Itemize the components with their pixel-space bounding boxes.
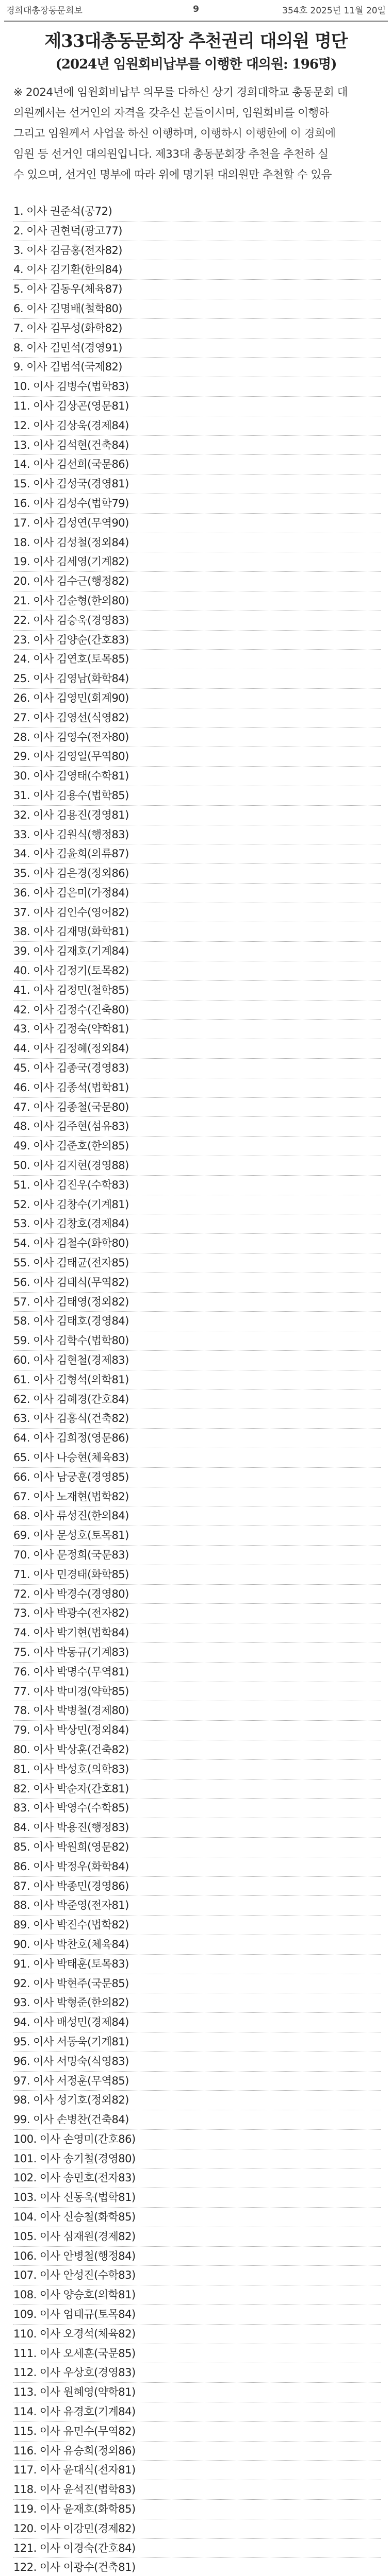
list-item: 108. 이사 양승호(의학81) [13, 2285, 381, 2305]
list-item: 100. 이사 손영미(간호86) [13, 2130, 381, 2149]
list-item: 93. 이사 박형준(한의82) [13, 1993, 381, 2013]
list-item: 104. 이사 신승철(화학85) [13, 2208, 381, 2227]
notes-block [13, 82, 381, 185]
list-item: 1. 이사 권준석(공72) [13, 202, 381, 222]
list-item: 74. 이사 박기현(법학84) [13, 1623, 381, 1643]
list-item: 111. 이사 오세훈(국문85) [13, 2344, 381, 2364]
list-item: 19. 이사 김세영(기계82) [13, 552, 381, 572]
list-item: 52. 이사 김창수(기계81) [13, 1195, 381, 1215]
note-line: 임원 등 선거인 대의원입니다. 제33대 총동문회장 추천을 추천하 실 [13, 148, 329, 161]
list-item: 42. 이사 김정수(건축80) [13, 1001, 381, 1020]
list-item: 54. 이사 김철수(화학80) [13, 1234, 381, 1253]
list-item: 58. 이사 김태호(경영84) [13, 1312, 381, 1331]
list-item: 94. 이사 배성민(경제84) [13, 2013, 381, 2032]
list-item: 26. 이사 김영민(회계90) [13, 689, 381, 708]
list-item: 21. 이사 김순형(한의80) [13, 591, 381, 611]
list-item: 59. 이사 김학수(법학80) [13, 1331, 381, 1351]
list-item: 32. 이사 김용진(경영81) [13, 806, 381, 825]
list-item: 49. 이사 김준호(한의85) [13, 1137, 381, 1156]
list-item: 64. 이사 김희정(영문86) [13, 1429, 381, 1448]
list-item: 8. 이사 김민석(경영91) [13, 338, 381, 358]
list-item: 14. 이사 김선희(국문86) [13, 455, 381, 474]
list-item: 88. 이사 박준영(전자81) [13, 1896, 381, 1916]
header-rule [4, 21, 388, 22]
list-item: 122. 이사 이광수(건축81) [13, 2558, 381, 2576]
list-item: 13. 이사 김석현(건축84) [13, 436, 381, 455]
list-item: 33. 이사 김원식(행정83) [13, 825, 381, 845]
list-item: 61. 이사 김형석(의학81) [13, 1370, 381, 1390]
list-item: 91. 이사 박태훈(토목83) [13, 1955, 381, 1974]
list-item: 28. 이사 김영수(전자80) [13, 728, 381, 748]
list-item: 82. 이사 박순자(간호81) [13, 1780, 381, 1799]
page-number: 9 [193, 4, 199, 14]
list-item: 99. 이사 손병찬(건축84) [13, 2110, 381, 2130]
list-item: 43. 이사 김정숙(약학81) [13, 1020, 381, 1039]
list-item: 116. 이사 유승희(정외86) [13, 2442, 381, 2461]
note-line: 수 있으며, 선거인 명부에 따라 위에 명기된 대의원만 추천할 수 있음 [13, 168, 332, 181]
list-item: 109. 이사 엄태규(토목84) [13, 2305, 381, 2325]
list-item: 17. 이사 김성연(무역90) [13, 514, 381, 533]
list-item: 65. 이사 나승현(체육83) [13, 1448, 381, 1468]
list-item: 79. 이사 박상민(정외84) [13, 1721, 381, 1740]
list-item: 102. 이사 송민호(전자83) [13, 2168, 381, 2188]
list-item: 92. 이사 박현주(국문85) [13, 1974, 381, 1994]
list-item: 80. 이사 박상훈(건축82) [13, 1740, 381, 1760]
list-item: 31. 이사 김용수(법학85) [13, 786, 381, 806]
list-item: 120. 이사 이강민(경제82) [13, 2519, 381, 2539]
list-item: 78. 이사 박병철(경제80) [13, 1701, 381, 1721]
list-item: 107. 이사 안성진(수학83) [13, 2266, 381, 2285]
page-header [0, 0, 392, 19]
list-item: 115. 이사 유민수(무역82) [13, 2422, 381, 2442]
list-item: 53. 이사 김창호(경제84) [13, 1214, 381, 1234]
list-item: 23. 이사 김양순(간호83) [13, 631, 381, 650]
delegate-list [13, 202, 381, 2576]
list-item: 90. 이사 박찬호(체육84) [13, 1935, 381, 1955]
list-item: 37. 이사 김인수(영어82) [13, 903, 381, 923]
list-item: 68. 이사 류성진(한의84) [13, 1506, 381, 1526]
list-item: 60. 이사 김현철(경제83) [13, 1351, 381, 1370]
list-item: 12. 이사 김상욱(경제84) [13, 416, 381, 436]
list-item: 6. 이사 김명배(철학80) [13, 299, 381, 319]
page-title: 제33대총동문회장 추천권리 대의원 명단 [44, 31, 348, 52]
list-item: 83. 이사 박영수(수학85) [13, 1799, 381, 1818]
list-item: 47. 이사 김종철(국문80) [13, 1098, 381, 1117]
list-item: 44. 이사 김정혜(정외84) [13, 1039, 381, 1059]
list-item: 71. 이사 민경태(화학85) [13, 1565, 381, 1585]
list-item: 73. 이사 박광수(전자82) [13, 1604, 381, 1623]
list-item: 114. 이사 유경호(기계84) [13, 2402, 381, 2422]
list-item: 56. 이사 김태식(무역82) [13, 1273, 381, 1293]
list-item: 7. 이사 김무성(화학82) [13, 319, 381, 338]
list-item: 95. 이사 서동욱(기계81) [13, 2032, 381, 2052]
list-item: 50. 이사 김지현(경영88) [13, 1156, 381, 1176]
list-item: 3. 이사 김금홍(전자82) [13, 241, 381, 261]
list-item: 69. 이사 문성호(토목81) [13, 1526, 381, 1546]
list-item: 70. 이사 문정희(국문83) [13, 1546, 381, 1565]
note-line: ※ 2024년에 임원회비납부 의무를 다하신 상기 경희대학교 총동문회 대 [13, 86, 348, 99]
list-item: 51. 이사 김진우(수학83) [13, 1176, 381, 1195]
list-item: 117. 이사 윤대식(전자81) [13, 2461, 381, 2480]
list-item: 119. 이사 윤재호(화학85) [13, 2500, 381, 2519]
list-item: 30. 이사 김영태(수학81) [13, 767, 381, 786]
list-item: 57. 이사 김태영(정외82) [13, 1293, 381, 1312]
list-item: 72. 이사 박경수(경영80) [13, 1585, 381, 1604]
list-item: 45. 이사 김종국(경영83) [13, 1059, 381, 1078]
list-item: 48. 이사 김주현(섬유83) [13, 1117, 381, 1137]
note-line: 의원께서는 선거인의 자격을 갖추신 분들이시며, 임원회비를 이행하 [13, 107, 329, 120]
list-item: 106. 이사 안병철(행정84) [13, 2247, 381, 2266]
list-item: 36. 이사 김은미(가정84) [13, 884, 381, 903]
note-line: 그리고 임원께서 사업을 하신 이행하며, 이행하시 이행한에 이 경희에 [13, 127, 336, 140]
list-item: 40. 이사 김정기(토목82) [13, 961, 381, 981]
list-item: 46. 이사 김종석(법학81) [13, 1078, 381, 1098]
list-item: 67. 이사 노재현(법학82) [13, 1487, 381, 1507]
list-item: 101. 이사 송기철(경영80) [13, 2149, 381, 2169]
list-item: 66. 이사 남궁훈(경영85) [13, 1468, 381, 1487]
list-item: 11. 이사 김상곤(영문81) [13, 397, 381, 416]
list-item: 20. 이사 김수근(행정82) [13, 572, 381, 591]
list-item: 97. 이사 서정훈(무역85) [13, 2072, 381, 2091]
publication-name: 경희대총장동문회보 [6, 5, 83, 16]
list-item: 16. 이사 김성수(법학79) [13, 494, 381, 514]
list-item: 105. 이사 심재원(경제82) [13, 2227, 381, 2247]
page-subtitle: (2024년 임원회비납부를 이행한 대의원: 196명) [55, 57, 337, 72]
list-item: 110. 이사 오경석(체육82) [13, 2325, 381, 2344]
list-item: 10. 이사 김병수(법학83) [13, 377, 381, 397]
list-item: 112. 이사 우상호(경영83) [13, 2363, 381, 2383]
list-item: 96. 이사 서명숙(식영83) [13, 2052, 381, 2072]
list-item: 22. 이사 김승욱(경영83) [13, 611, 381, 631]
list-item: 25. 이사 김영남(화학84) [13, 669, 381, 689]
list-item: 103. 이사 신동욱(법학81) [13, 2188, 381, 2208]
list-item: 55. 이사 김태균(전자85) [13, 1253, 381, 1273]
list-item: 35. 이사 김은경(정외86) [13, 864, 381, 884]
list-item: 5. 이사 김동우(체육87) [13, 280, 381, 299]
list-item: 84. 이사 박용진(행정83) [13, 1818, 381, 1838]
list-item: 85. 이사 박원희(영문82) [13, 1838, 381, 1857]
list-item: 63. 이사 김홍식(건축82) [13, 1409, 381, 1429]
list-item: 39. 이사 김재호(기계84) [13, 942, 381, 961]
issue-date: 354호 2025년 11월 20일 [282, 5, 386, 16]
list-item: 2. 이사 권현덕(광고77) [13, 222, 381, 241]
list-item: 41. 이사 김정민(철학85) [13, 981, 381, 1001]
list-item: 121. 이사 이경숙(간호84) [13, 2539, 381, 2558]
list-item: 4. 이사 김기환(한의84) [13, 260, 381, 280]
list-item: 98. 이사 성기호(정외82) [13, 2091, 381, 2110]
list-item: 77. 이사 박미경(약학85) [13, 1682, 381, 1702]
list-item: 24. 이사 김연호(토목85) [13, 650, 381, 669]
list-item: 81. 이사 박성호(의학83) [13, 1760, 381, 1780]
list-item: 87. 이사 박종민(경영86) [13, 1877, 381, 1896]
list-item: 27. 이사 김영선(식영82) [13, 708, 381, 728]
list-item: 75. 이사 박동규(기계83) [13, 1643, 381, 1663]
list-item: 62. 이사 김혜경(간호84) [13, 1390, 381, 1410]
list-item: 34. 이사 김윤희(의류87) [13, 844, 381, 864]
list-item: 113. 이사 원혜영(약학81) [13, 2383, 381, 2402]
list-item: 9. 이사 김범석(국제82) [13, 358, 381, 377]
list-item: 38. 이사 김재명(화학81) [13, 922, 381, 942]
list-item: 86. 이사 박정우(화학84) [13, 1857, 381, 1877]
list-item: 89. 이사 박진수(법학82) [13, 1916, 381, 1935]
list-item: 76. 이사 박명수(무역81) [13, 1663, 381, 1682]
list-item: 18. 이사 김성철(정외84) [13, 533, 381, 553]
list-item: 29. 이사 김영일(무역80) [13, 747, 381, 767]
list-item: 118. 이사 윤석진(법학83) [13, 2480, 381, 2500]
list-item: 15. 이사 김성국(경영81) [13, 474, 381, 494]
